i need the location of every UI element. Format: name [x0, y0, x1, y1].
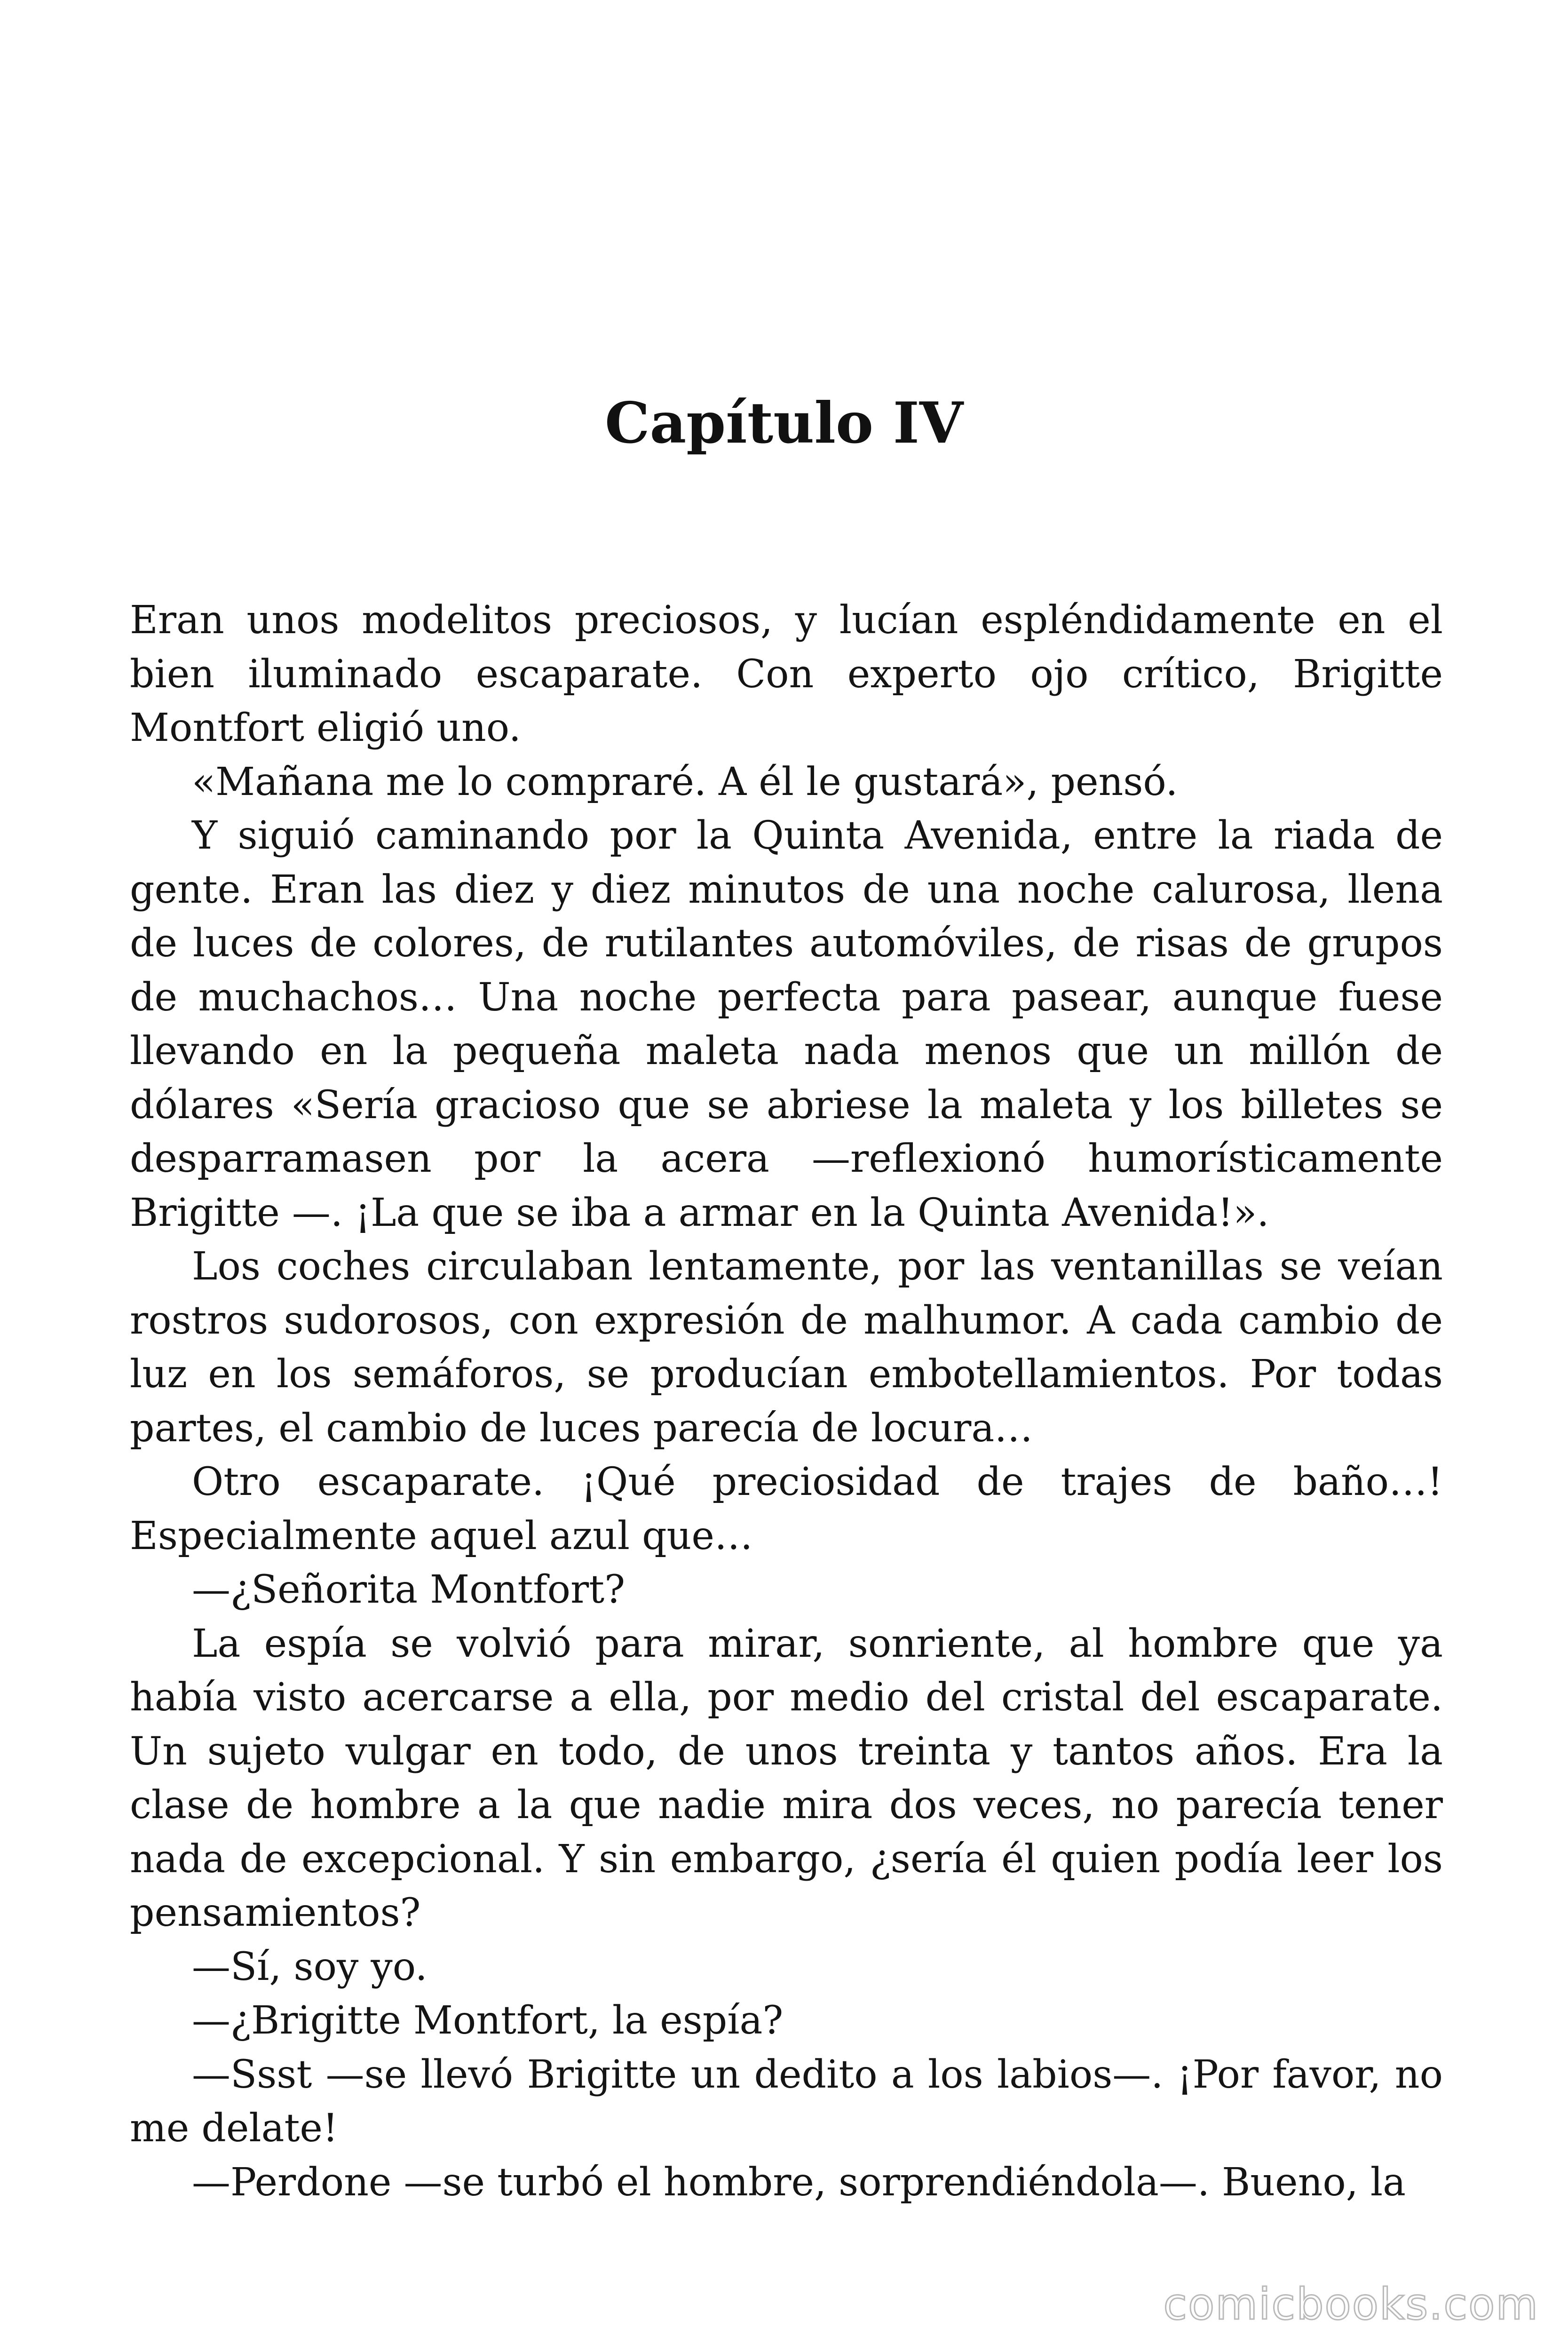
chapter-body [130, 594, 1443, 2209]
dialogue-line: —¿Señorita Montfort? [192, 1567, 626, 1612]
paragraph: «Mañana me lo compraré. A él le gustará», pensó. [192, 759, 1178, 804]
paragraph: Eran unos modelitos preciosos, y lucían espléndidamente en el bien iluminado escaparate. Con experto ojo crítico, Brigitte Montfort eligió uno. [130, 598, 1443, 750]
dialogue-line: —Perdone —se turbó el hombre, sorprendiéndola—. Bueno, la [192, 2160, 1406, 2205]
paragraph: Los coches circulaban lentamente, por las ventanillas se veían rostros sudorosos, con expresión de malhumor. A cada cambio de luz en los semáforos, se producían embotellamientos. Por todas partes, el cambio de luces parecía de locura… [130, 1244, 1443, 1451]
paragraph: La espía se volvió para mirar, sonriente, al hombre que ya había visto acercarse a ella, por medio del cristal del escaparate. Un sujeto vulgar en todo, de unos treinta y tantos años. Era la clase de hombre a la que nadie mira dos veces, no parecía tener nada de excepcional. Y sin embargo, ¿sería él quien podía leer los pensamientos? [130, 1621, 1443, 1935]
chapter-title: Capítulo IV [604, 390, 964, 456]
watermark-logo: comicbooks.com [1163, 2279, 1539, 2329]
dialogue-line: —Ssst —se llevó Brigitte un dedito a los labios—. ¡Por favor, no me delate! [130, 2052, 1443, 2151]
dialogue-line: —Sí, soy yo. [192, 1944, 428, 1989]
paragraph: Otro escaparate. ¡Qué preciosidad de trajes de baño…! Especialmente aquel azul que… [130, 1460, 1443, 1558]
paragraph: Y siguió caminando por la Quinta Avenida, entre la riada de gente. Eran las diez y diez minutos de una noche calurosa, llena de luces de colores, de rutilantes automóviles, de risas de grupos de muchachos… Una noche perfecta para pasear, aunque fuese llevando en la pequeña maleta nada menos que un millón de dólares «Sería gracioso que se abriese la maleta y los billetes se desparramasen por la acera —reflexionó humorísticamente Brigitte —. ¡La que se iba a armar en la Quinta Avenida!». [130, 813, 1443, 1235]
dialogue-line: —¿Brigitte Montfort, la espía? [192, 1998, 784, 2043]
